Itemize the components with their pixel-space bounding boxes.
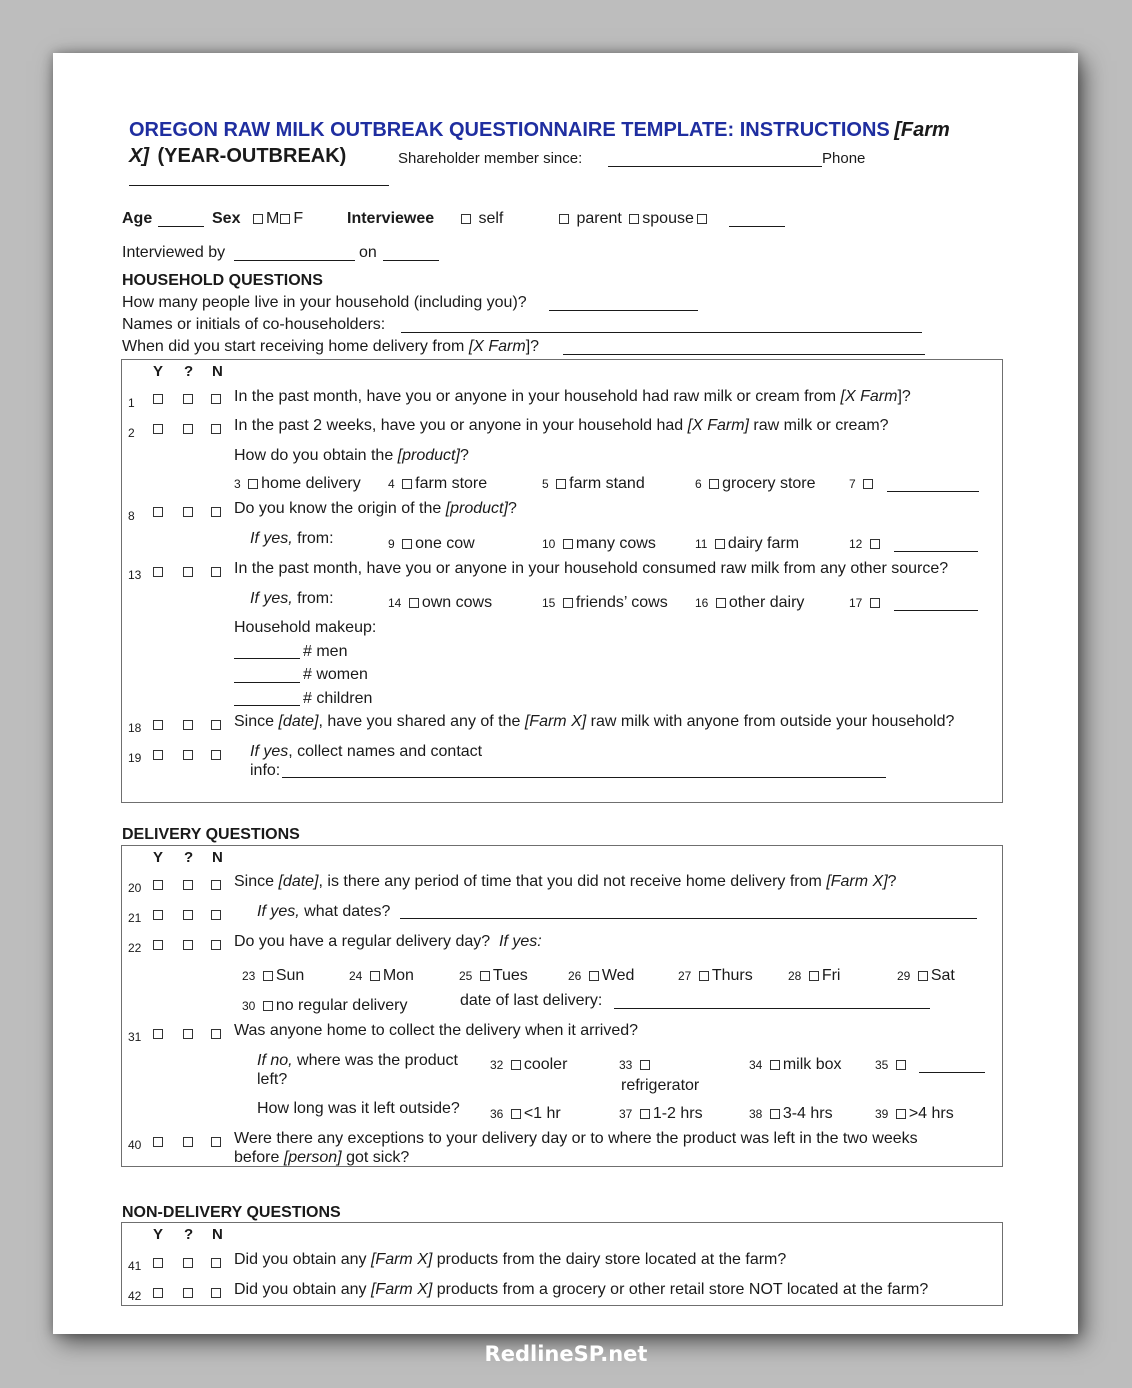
sex-m-label: M: [266, 210, 280, 227]
q1-unknown-checkbox[interactable]: [183, 394, 193, 404]
question-number: 41: [128, 1259, 142, 1273]
question-number: 20: [128, 881, 142, 895]
no-regular-delivery-checkbox[interactable]: [263, 1001, 273, 1011]
mon-checkbox[interactable]: [370, 971, 380, 981]
question-number: 1: [128, 396, 135, 410]
q40-no-checkbox[interactable]: [211, 1137, 221, 1147]
option-number: 39: [875, 1107, 889, 1121]
q31-unknown-checkbox[interactable]: [183, 1029, 193, 1039]
age-label: Age: [122, 210, 153, 227]
day-sat: [897, 967, 955, 985]
spouse-label: spouse: [642, 210, 694, 227]
question-number: 19: [128, 751, 142, 765]
farm-placeholder: [Farm X]: [370, 1281, 433, 1298]
question-2-text: [234, 417, 889, 435]
option-number: 5: [542, 477, 549, 491]
household-count-question: How many people live in your household (including you)?: [122, 294, 527, 311]
sex-f-checkbox[interactable]: [280, 214, 290, 224]
q18-no-checkbox[interactable]: [211, 720, 221, 730]
option-less-1hr: [490, 1105, 561, 1123]
title-farm-placeholder: [Farm: [894, 119, 950, 141]
question-40-text-line2: [234, 1149, 409, 1167]
question-number: 8: [128, 509, 135, 523]
option-farm-store: [388, 475, 487, 493]
household-section-heading: HOUSEHOLD QUESTIONS: [122, 272, 323, 289]
refrigerator-checkbox[interactable]: [640, 1060, 650, 1070]
if-yes-from-label: [250, 590, 334, 608]
title-main: OREGON RAW MILK OUTBREAK QUESTIONNAIRE TEMPLATE: INSTRUCTIONS: [129, 119, 890, 141]
children-count-input-line[interactable]: [234, 705, 300, 706]
day-label: Mon: [382, 967, 414, 984]
q40-unknown-checkbox[interactable]: [183, 1137, 193, 1147]
q20-no-checkbox[interactable]: [211, 880, 221, 890]
product-placeholder: [product]: [445, 500, 508, 517]
refrigerator-label: refrigerator: [621, 1077, 700, 1094]
if-yes-text: If yes:: [499, 933, 542, 950]
col-no-header: N: [212, 849, 223, 866]
question-number: 13: [128, 568, 142, 582]
option-own-cows: [388, 594, 492, 612]
co-householders-input-line[interactable]: [401, 332, 922, 333]
home-delivery-checkbox[interactable]: [248, 479, 258, 489]
men-count-input-line[interactable]: [234, 658, 300, 659]
q2-yes-checkbox[interactable]: [153, 424, 163, 434]
sex-label: Sex: [212, 210, 241, 227]
col-no-header: N: [212, 363, 223, 380]
q31-no-checkbox[interactable]: [211, 1029, 221, 1039]
option-number: 32: [490, 1058, 504, 1072]
option-label: 3-4 hrs: [782, 1105, 833, 1122]
farm-placeholder: [X Farm: [840, 388, 898, 405]
day-label: Sat: [930, 967, 955, 984]
document-title: [129, 119, 950, 142]
option-number: 6: [695, 477, 702, 491]
q-text: ]?: [897, 388, 911, 405]
q-text: Did you obtain any: [234, 1251, 371, 1268]
col-unknown-header: ?: [184, 363, 194, 380]
shareholder-input-line[interactable]: [608, 166, 822, 167]
option-label: grocery store: [722, 475, 816, 492]
option-number: 34: [749, 1058, 763, 1072]
question-number: 42: [128, 1289, 142, 1303]
q22-unknown-checkbox[interactable]: [183, 940, 193, 950]
one-cow-checkbox[interactable]: [402, 539, 412, 549]
self-label: self: [478, 210, 504, 227]
question-13-text: In the past month, have you or anyone in your household consumed raw milk from any other source?: [234, 560, 949, 577]
person-placeholder: [person]: [283, 1149, 342, 1166]
shareholder-field: [398, 150, 582, 167]
interview-date-input-line[interactable]: [383, 260, 439, 261]
self-checkbox[interactable]: [461, 214, 471, 224]
option-many-cows: [542, 535, 656, 553]
q-text: When did you start receiving home delivery from: [122, 338, 469, 355]
how-long-label: How long was it left outside?: [257, 1100, 460, 1117]
if-yes-from-label: [250, 530, 334, 548]
farm-placeholder: [Farm X]: [826, 873, 888, 890]
date-placeholder: [date]: [278, 713, 319, 730]
option-other-location: [875, 1056, 909, 1074]
question-number: 40: [128, 1138, 142, 1152]
from-text: from:: [292, 530, 334, 547]
friends-cows-checkbox[interactable]: [563, 598, 573, 608]
option-number: 17: [849, 596, 863, 610]
other-source-input-line[interactable]: [894, 610, 978, 611]
own-cows-checkbox[interactable]: [409, 598, 419, 608]
day-label: Tues: [492, 967, 528, 984]
question-number: 18: [128, 721, 142, 735]
q-text: raw milk or cream?: [748, 417, 889, 434]
contact-info-input-line[interactable]: [282, 777, 886, 778]
option-label: cooler: [523, 1056, 568, 1073]
q42-no-checkbox[interactable]: [211, 1288, 221, 1298]
q22-yes-checkbox[interactable]: [153, 940, 163, 950]
q42-unknown-checkbox[interactable]: [183, 1288, 193, 1298]
option-number: 3: [234, 477, 241, 491]
option-number: 30: [242, 999, 256, 1013]
option-dairy-farm: [695, 535, 799, 553]
option-number: 4: [388, 477, 395, 491]
if-yes-text: If yes,: [250, 590, 293, 607]
q21-no-checkbox[interactable]: [211, 910, 221, 920]
option-number: 37: [619, 1107, 633, 1121]
parent-label: parent: [576, 210, 622, 227]
q-text: what dates?: [299, 903, 391, 920]
date-placeholder: [date]: [278, 873, 319, 890]
option-label: many cows: [575, 535, 656, 552]
interviewed-by-input-line[interactable]: [234, 260, 355, 261]
option-number: 11: [695, 537, 708, 551]
day-mon: [349, 967, 414, 985]
question-number: 22: [128, 941, 142, 955]
sun-checkbox[interactable]: [263, 971, 273, 981]
option-number: 27: [678, 969, 692, 983]
age-input-line[interactable]: [158, 226, 204, 227]
question-1-text: [234, 388, 911, 406]
option-1-2hrs: [619, 1105, 703, 1123]
sex-m-checkbox[interactable]: [253, 214, 263, 224]
question-18-text: [234, 713, 954, 731]
option-other-dairy: [695, 594, 804, 612]
dairy-farm-checkbox[interactable]: [715, 539, 725, 549]
cooler-checkbox[interactable]: [511, 1060, 521, 1070]
q20-unknown-checkbox[interactable]: [183, 880, 193, 890]
q-text: where was the product: [292, 1052, 458, 1069]
parent-checkbox[interactable]: [559, 214, 569, 224]
col-unknown-header: ?: [184, 849, 194, 866]
other-obtain-input-line[interactable]: [887, 491, 979, 492]
thurs-checkbox[interactable]: [699, 971, 709, 981]
q-text: ?: [507, 500, 517, 517]
phone-input-line[interactable]: [129, 185, 389, 186]
farm-placeholder: [X Farm: [468, 338, 526, 355]
home-delivery-start-input-line[interactable]: [563, 354, 925, 355]
option-number: 33: [619, 1058, 633, 1072]
q-text: got sick?: [341, 1149, 410, 1166]
home-delivery-start-question: [122, 338, 539, 356]
q19-no-checkbox[interactable]: [211, 750, 221, 760]
q1-no-checkbox[interactable]: [211, 394, 221, 404]
option-label: own cows: [421, 594, 493, 611]
q13-unknown-checkbox[interactable]: [183, 567, 193, 577]
delivery-section-heading: DELIVERY QUESTIONS: [122, 826, 300, 843]
q-text: products from the dairy store located at the farm?: [432, 1251, 787, 1268]
q-text: In the past 2 weeks, have you or anyone in your household had: [234, 417, 688, 434]
option-label: home delivery: [261, 475, 361, 492]
q41-no-checkbox[interactable]: [211, 1258, 221, 1268]
co-householders-question: Names or initials of co-householders:: [122, 316, 386, 333]
q21-yes-checkbox[interactable]: [153, 910, 163, 920]
col-yes-header: Y: [153, 1226, 164, 1243]
q8-no-checkbox[interactable]: [211, 507, 221, 517]
q-text: Since: [234, 713, 279, 730]
question-19-text: [250, 743, 482, 761]
day-label: Wed: [601, 967, 635, 984]
option-label: dairy farm: [727, 535, 800, 552]
interviewee-label: Interviewee: [347, 210, 435, 227]
other-obtain-checkbox[interactable]: [863, 479, 873, 489]
option-label: friends’ cows: [575, 594, 668, 611]
q-text: products from a grocery or other retail store NOT located at the farm?: [432, 1281, 929, 1298]
shareholder-label: Shareholder member since:: [398, 150, 583, 167]
option-number: 7: [849, 477, 856, 491]
q19-unknown-checkbox[interactable]: [183, 750, 193, 760]
q20-yes-checkbox[interactable]: [153, 880, 163, 890]
last-delivery-label: date of last delivery:: [460, 992, 603, 1009]
other-location-input-line[interactable]: [919, 1072, 985, 1073]
option-refrigerator: [619, 1056, 653, 1074]
q2-no-checkbox[interactable]: [211, 424, 221, 434]
other-interviewee-input-line[interactable]: [729, 226, 785, 227]
milk-box-checkbox[interactable]: [770, 1060, 780, 1070]
sat-checkbox[interactable]: [918, 971, 928, 981]
day-label: Sun: [275, 967, 305, 984]
where-left-label: [257, 1052, 458, 1070]
other-origin-checkbox[interactable]: [870, 539, 880, 549]
q22-no-checkbox[interactable]: [211, 940, 221, 950]
other-interviewee-checkbox[interactable]: [697, 214, 707, 224]
last-delivery-input-line[interactable]: [614, 1008, 930, 1009]
household-makeup-label: Household makeup:: [234, 619, 377, 636]
where-left-label-2: left?: [257, 1071, 288, 1088]
option-label: >4 hrs: [908, 1105, 954, 1122]
col-unknown-header: ?: [184, 1226, 194, 1243]
option-number: 9: [388, 537, 395, 551]
farm-stand-checkbox[interactable]: [556, 479, 566, 489]
other-location-checkbox[interactable]: [896, 1060, 906, 1070]
option-number: 36: [490, 1107, 504, 1121]
option-number: 26: [568, 969, 582, 983]
q-text: ]?: [525, 338, 540, 355]
q8-yes-checkbox[interactable]: [153, 507, 163, 517]
obtain-product-question: [234, 447, 469, 465]
sex-f-label: F: [293, 210, 304, 227]
question-21-text: [257, 903, 390, 921]
q-text: , is there any period of time that you did not receive home delivery from: [318, 873, 827, 890]
title-line-2: [129, 145, 346, 168]
q8-unknown-checkbox[interactable]: [183, 507, 193, 517]
question-number: 2: [128, 426, 135, 440]
option-other-source: [849, 594, 883, 612]
household-count-input-line[interactable]: [549, 310, 698, 311]
q-text: ?: [887, 873, 897, 890]
option-label: other dairy: [728, 594, 805, 611]
other-source-checkbox[interactable]: [870, 598, 880, 608]
option-label: <1 hr: [523, 1105, 561, 1122]
option-number: 24: [349, 969, 363, 983]
men-label: # men: [303, 643, 348, 660]
over-4hrs-checkbox[interactable]: [896, 1109, 906, 1119]
q40-yes-checkbox[interactable]: [153, 1137, 163, 1147]
q-text: before: [234, 1149, 284, 1166]
q31-yes-checkbox[interactable]: [153, 1029, 163, 1039]
q-text: raw milk with anyone from outside your household?: [586, 713, 955, 730]
option-number: 15: [542, 596, 556, 610]
option-farm-stand: [542, 475, 645, 493]
q-text: Did you obtain any: [234, 1281, 371, 1298]
phone-label: Phone: [822, 150, 866, 167]
contact-info-label: info:: [250, 762, 281, 779]
if-yes-text: If yes: [250, 743, 289, 760]
question-41-text: [234, 1251, 786, 1269]
option-label: farm stand: [569, 475, 645, 492]
q-text: , have you shared any of the: [318, 713, 525, 730]
q41-yes-checkbox[interactable]: [153, 1258, 163, 1268]
option-milk-box: [749, 1056, 842, 1074]
no-delivery-dates-input-line[interactable]: [400, 918, 977, 919]
option-number: 10: [542, 537, 556, 551]
question-number: 21: [128, 911, 142, 925]
wed-checkbox[interactable]: [589, 971, 599, 981]
interviewed-by-label: Interviewed by: [122, 244, 226, 261]
from-text: from:: [292, 590, 334, 607]
option-label: milk box: [782, 1056, 842, 1073]
day-fri: [788, 967, 840, 985]
spouse-checkbox[interactable]: [629, 214, 639, 224]
women-count-input-line[interactable]: [234, 682, 300, 683]
less-1hr-checkbox[interactable]: [511, 1109, 521, 1119]
if-no-text: If no,: [257, 1052, 293, 1069]
question-40-text: Were there any exceptions to your delivery day or to where the product was left in the two weeks: [234, 1130, 918, 1147]
farm-placeholder: [X Farm]: [687, 417, 749, 434]
col-no-header: N: [212, 1226, 223, 1243]
3-4hrs-checkbox[interactable]: [770, 1109, 780, 1119]
sex-options: [250, 210, 303, 228]
option-number: 23: [242, 969, 256, 983]
fri-checkbox[interactable]: [809, 971, 819, 981]
col-yes-header: Y: [153, 849, 164, 866]
question-22-text: [234, 933, 542, 951]
col-yes-header: Y: [153, 363, 164, 380]
product-placeholder: [product]: [397, 447, 460, 464]
q18-yes-checkbox[interactable]: [153, 720, 163, 730]
if-yes-text: If yes,: [250, 530, 293, 547]
1-2hrs-checkbox[interactable]: [640, 1109, 650, 1119]
option-cooler: [490, 1056, 567, 1074]
q18-unknown-checkbox[interactable]: [183, 720, 193, 730]
day-label: Thurs: [711, 967, 753, 984]
q-text: Since: [234, 873, 279, 890]
day-wed: [568, 967, 634, 985]
farm-placeholder: [Farm X]: [524, 713, 587, 730]
option-grocery-store: [695, 475, 816, 493]
option-number: 16: [695, 596, 709, 610]
option-number: 28: [788, 969, 802, 983]
q42-yes-checkbox[interactable]: [153, 1288, 163, 1298]
non-delivery-section-heading: NON-DELIVERY QUESTIONS: [122, 1204, 341, 1221]
q21-unknown-checkbox[interactable]: [183, 910, 193, 920]
question-number: 31: [128, 1030, 142, 1044]
question-42-text: [234, 1281, 928, 1299]
option-label: 1-2 hrs: [652, 1105, 703, 1122]
interviewee-other-options: [556, 210, 710, 228]
q19-yes-checkbox[interactable]: [153, 750, 163, 760]
q2-unknown-checkbox[interactable]: [183, 424, 193, 434]
option-3-4hrs: [749, 1105, 833, 1123]
option-home-delivery: [234, 475, 361, 493]
option-label: one cow: [415, 535, 475, 552]
option-other-obtain: [849, 475, 876, 493]
option-over-4hrs: [875, 1105, 954, 1123]
other-dairy-checkbox[interactable]: [716, 598, 726, 608]
grocery-store-checkbox[interactable]: [709, 479, 719, 489]
option-friends-cows: [542, 594, 668, 612]
day-thurs: [678, 967, 753, 985]
tues-checkbox[interactable]: [480, 971, 490, 981]
option-number: 35: [875, 1058, 889, 1072]
children-label: # children: [303, 690, 373, 707]
question-8-text: [234, 500, 517, 518]
q-text: Do you know the origin of the: [234, 500, 446, 517]
no-regular-delivery-option: [242, 997, 407, 1015]
option-number: 14: [388, 596, 402, 610]
women-label: # women: [303, 666, 368, 683]
day-label: Fri: [821, 967, 841, 984]
interviewee-self-option: [458, 210, 503, 228]
option-number: 12: [849, 537, 863, 551]
option-one-cow: [388, 535, 475, 553]
farm-placeholder: [Farm X]: [370, 1251, 433, 1268]
on-label: on: [359, 244, 377, 261]
q-text: ?: [459, 447, 469, 464]
other-origin-input-line[interactable]: [894, 551, 978, 552]
farm-store-checkbox[interactable]: [402, 479, 412, 489]
option-label: farm store: [415, 475, 488, 492]
title-year-outbreak: (YEAR-OUTBREAK): [157, 145, 347, 167]
q1-yes-checkbox[interactable]: [153, 394, 163, 404]
q41-unknown-checkbox[interactable]: [183, 1258, 193, 1268]
option-label: no regular delivery: [275, 997, 408, 1014]
option-number: 38: [749, 1107, 763, 1121]
q-text: , collect names and contact: [288, 743, 483, 760]
title-farm-placeholder-end: X]: [129, 145, 149, 167]
q13-yes-checkbox[interactable]: [153, 567, 163, 577]
day-tues: [459, 967, 528, 985]
option-number: 25: [459, 969, 473, 983]
day-sun: [242, 967, 304, 985]
question-20-text: [234, 873, 897, 891]
q-text: In the past month, have you or anyone in your household had raw milk or cream from: [234, 388, 841, 405]
q-text: How do you obtain the: [234, 447, 398, 464]
if-yes-text: If yes,: [257, 903, 300, 920]
watermark: RedlineSP.net: [484, 1342, 648, 1366]
question-31-text: Was anyone home to collect the delivery when it arrived?: [234, 1022, 639, 1039]
option-number: 29: [897, 969, 911, 983]
q13-no-checkbox[interactable]: [211, 567, 221, 577]
option-other-origin: [849, 535, 883, 553]
many-cows-checkbox[interactable]: [563, 539, 573, 549]
q-text: Do you have a regular delivery day?: [234, 933, 491, 950]
